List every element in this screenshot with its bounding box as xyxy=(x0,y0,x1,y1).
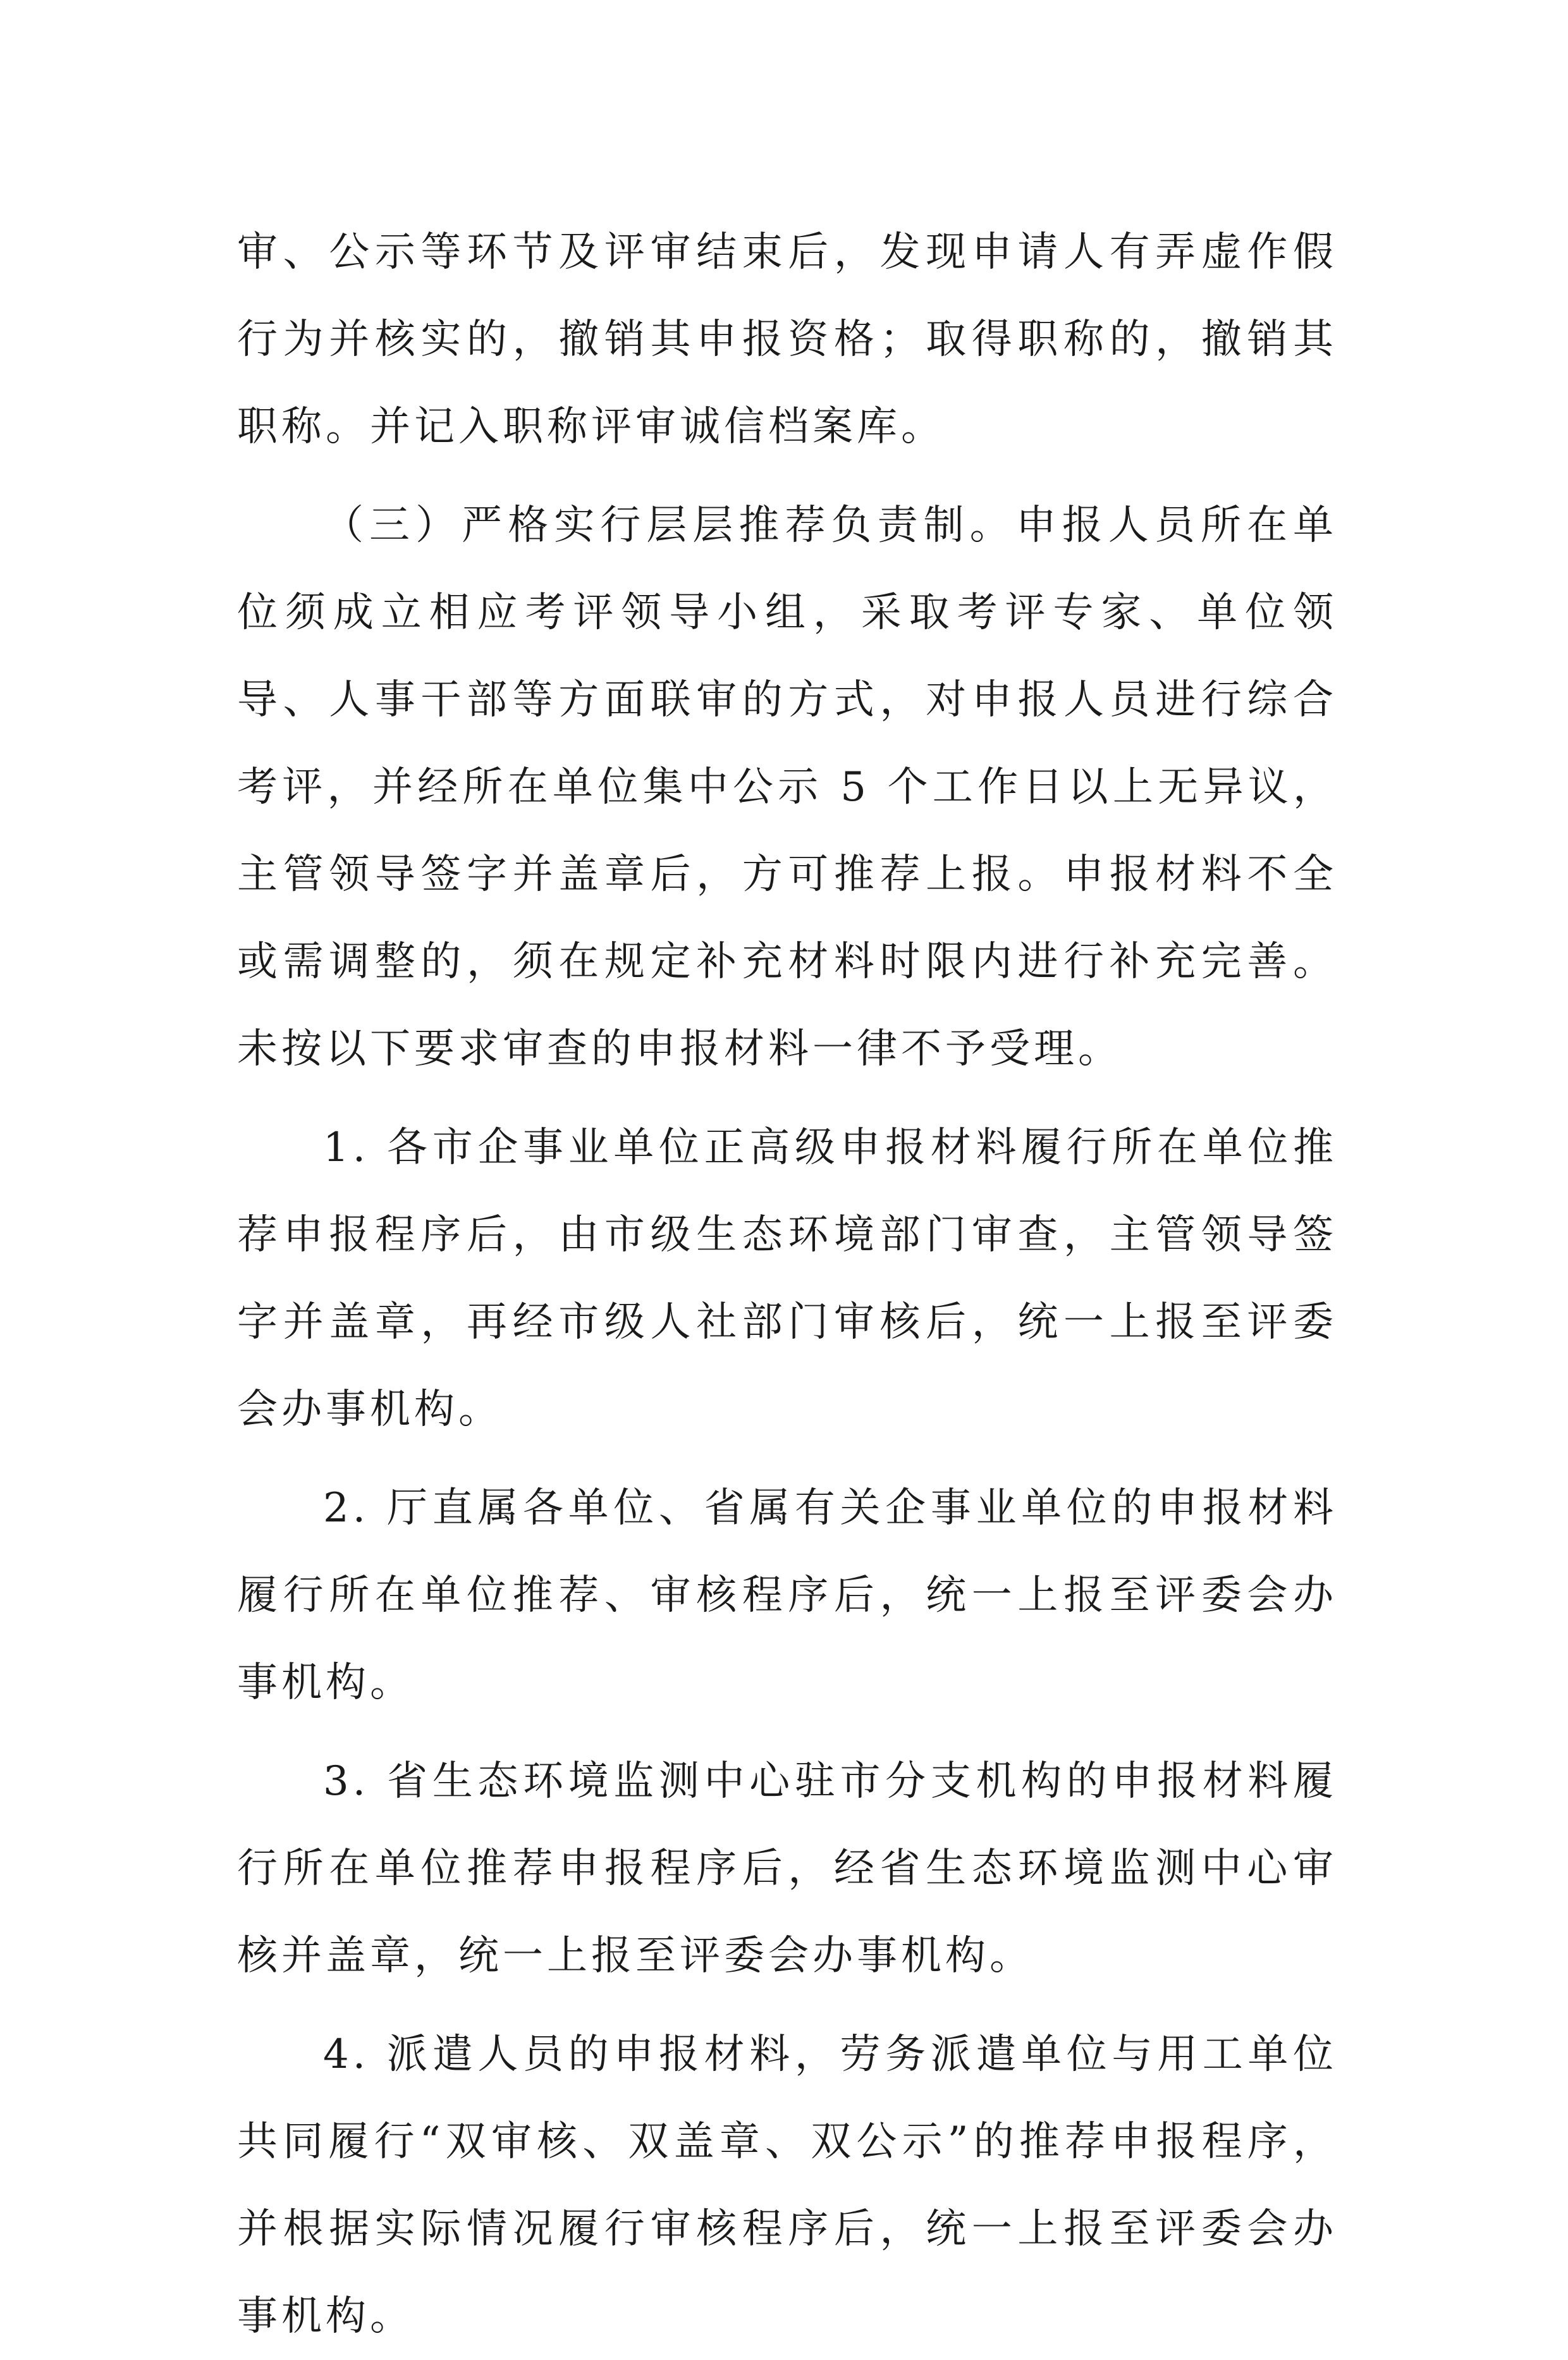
document-body xyxy=(237,209,1337,2360)
paragraph-item-1: 1. 各市企事业单位正高级申报材料履行所在单位推荐申报程序后，由市级生态环境部门审查，主管领导签字并盖章，再经市级人社部门审核后，统一上报至评委会办事机构。 xyxy=(237,1124,1337,1433)
paragraph-item-2: 2. 厅直属各单位、省属有关企事业单位的申报材料履行所在单位推荐、审核程序后，统一上报至评委会办事机构。 xyxy=(237,1485,1337,1706)
paragraph-item-4: 4. 派遣人员的申报材料，劳务派遣单位与用工单位共同履行“双审核、双盖章、双公示”的推荐申报程序，并根据实际情况履行审核程序后，统一上报至评委会办事机构。 xyxy=(237,2031,1337,2340)
paragraph-item-3: 3. 省生态环境监测中心驻市分支机构的申报材料履行所在单位推荐申报程序后，经省生态环境监测中心审核并盖章，统一上报至评委会办事机构。 xyxy=(237,1758,1337,1979)
paragraph-continuation: 审、公示等环节及评审结束后，发现申请人有弄虚作假行为并核实的，撤销其申报资格；取得职称的，撤销其职称。并记入职称评审诚信档案库。 xyxy=(237,229,1337,450)
paragraph-section-three: （三）严格实行层层推荐负责制。申报人员所在单位须成立相应考评领导小组，采取考评专家、单位领导、人事干部等方面联审的方式，对申报人员进行综合考评，并经所在单位集中公示 5 个工作日以上无异议，主管领导签字并盖章后，方可推荐上报。申报材料不全或需调整的，须在规定补充材料时限内进行补充完善。未按以下要求审查的申报材料一律不予受理。 xyxy=(237,502,1337,1072)
